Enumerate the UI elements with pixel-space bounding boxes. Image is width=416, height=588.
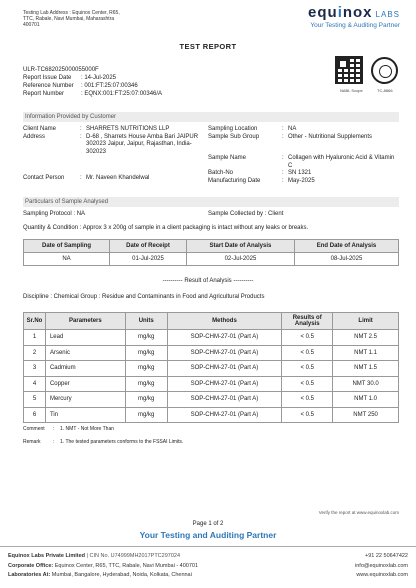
brand-logo (308, 4, 400, 29)
date-header: End Date of Analysis (294, 240, 398, 253)
customer-info-right: Sampling Location : NA Sample Sub Group : Other - Nutritional Supplements Sample Name : Collagen with Hyaluronic Acid & Vitamin C Batch-No : SN 1321 Manufacturing Date : May-2025 (208, 126, 395, 184)
results-header: Results of Analysis (282, 313, 333, 330)
date-header: Date of Receipt (110, 240, 187, 253)
verify-report-link[interactable]: Verify the report at www.equinoxlab.com (318, 510, 399, 515)
results-header: Limit (333, 313, 399, 330)
discipline-line: Discipline : Chemical Group : Residue and Contaminants in Food and Agricultural Products (23, 294, 265, 300)
qr-code-icon (335, 56, 363, 84)
lab-address: Testing Lab Address : Equinox Center, R65, TTC, Rabale, Navi Mumbai, Maharashtra 400701 (23, 10, 120, 28)
footer-right (355, 552, 408, 581)
sample-particulars-heading: Particulars of Sample Analysed (23, 197, 399, 207)
table-row: 4 Copper mg/kg SOP-CHM-27-01 (Part A) < 0.5 NMT 30.0 (24, 376, 399, 392)
quantity-condition: Quantity & Condition : Approx 3 x 200g of sample in a client packaging is intact without any leaks or breaks. (23, 225, 309, 231)
footer-left: Equinox Labs Private Limited | CIN No. U74999MH2017PTC297024 Corporate Office: Equinox Center, R65, TTC, Rabale, Navi Mumbai - 400701 Laboratories At: Mumbai, Bangalore, Hyderabad, Noida, Kolkata, Chennai (8, 553, 199, 578)
comment-line: Comment : 1. NMT - Not More Than (23, 426, 114, 432)
sampling-dates-table (23, 239, 399, 266)
customer-info-left: Client Name : SHARRETS NUTRITIONS LLP Address : D-68 , Sharrets House Amba Bari JAIPUR 302023 Jaipur, Jaipur, Rajasthan, India-302023 Contact Person : Mr. Naveen Khandelwal (23, 126, 199, 181)
table-row: 3 Cadmium mg/kg SOP-CHM-27-01 (Part A) < 0.5 NMT 1.5 (24, 361, 399, 377)
sample-collected-by: Sample Collected by : Client (208, 211, 284, 217)
results-header: Sr.No (24, 313, 46, 330)
page-footer (0, 546, 416, 588)
sampling-protocol: Sampling Protocol : NA (23, 211, 86, 217)
date-header: Start Date of Analysis (186, 240, 294, 253)
phone-number[interactable]: +91 22 50647422 (365, 553, 408, 559)
nabl-scope-caption: NABL Scope (340, 88, 363, 93)
date-value: 08-Jul-2025 (294, 253, 398, 266)
date-value: NA (24, 253, 110, 266)
date-value: 02-Jul-2025 (186, 253, 294, 266)
table-row: 5 Mercury mg/kg SOP-CHM-27-01 (Part A) < 0.5 NMT 1.0 (24, 392, 399, 408)
results-header: Units (125, 313, 167, 330)
footer-tagline: Your Testing and Auditing Partner (139, 530, 277, 540)
date-value: 01-Jul-2025 (110, 253, 187, 266)
remark-line: Remark : 1. The tested parameters conforms to the FSSAI Limits. (23, 439, 184, 445)
ulr-number: ULR-TC682025000055000F (23, 67, 99, 73)
accreditation-seal-icon (371, 57, 398, 84)
results-header: Parameters (45, 313, 125, 330)
report-ids: ULR-TC682025000055000F Report Issue Date : 14-Jul-2025 Reference Number : 001:FT:25:07:00346 Report Number : EQNX:001:FT:25:07:00346/A (23, 67, 163, 97)
brand-tagline: Your Testing & Auditing Partner (310, 22, 400, 29)
table-row: 1 Lead mg/kg SOP-CHM-27-01 (Part A) < 0.5 NMT 2.5 (24, 330, 399, 346)
table-row: 6 Tin mg/kg SOP-CHM-27-01 (Part A) < 0.5 NMT 250 (24, 407, 399, 423)
email-link[interactable]: info@equinoxlab.com (355, 562, 408, 569)
report-title: TEST REPORT (179, 42, 237, 51)
website-link[interactable]: www.equinoxlab.com (356, 572, 408, 578)
result-title: ---------- Result of Analysis ---------- (162, 278, 254, 284)
date-header: Date of Sampling (24, 240, 110, 253)
customer-info-heading: Information Provided by Customer (23, 112, 399, 122)
equinox-logo: equinox LABS (308, 4, 400, 21)
results-table (23, 312, 399, 423)
cert-caption: TC-8866 (377, 88, 393, 93)
table-row: 2 Arsenic mg/kg SOP-CHM-27-01 (Part A) < 0.5 NMT 1.1 (24, 345, 399, 361)
page-number: Page 1 of 2 (192, 521, 224, 527)
results-header: Methods (167, 313, 282, 330)
